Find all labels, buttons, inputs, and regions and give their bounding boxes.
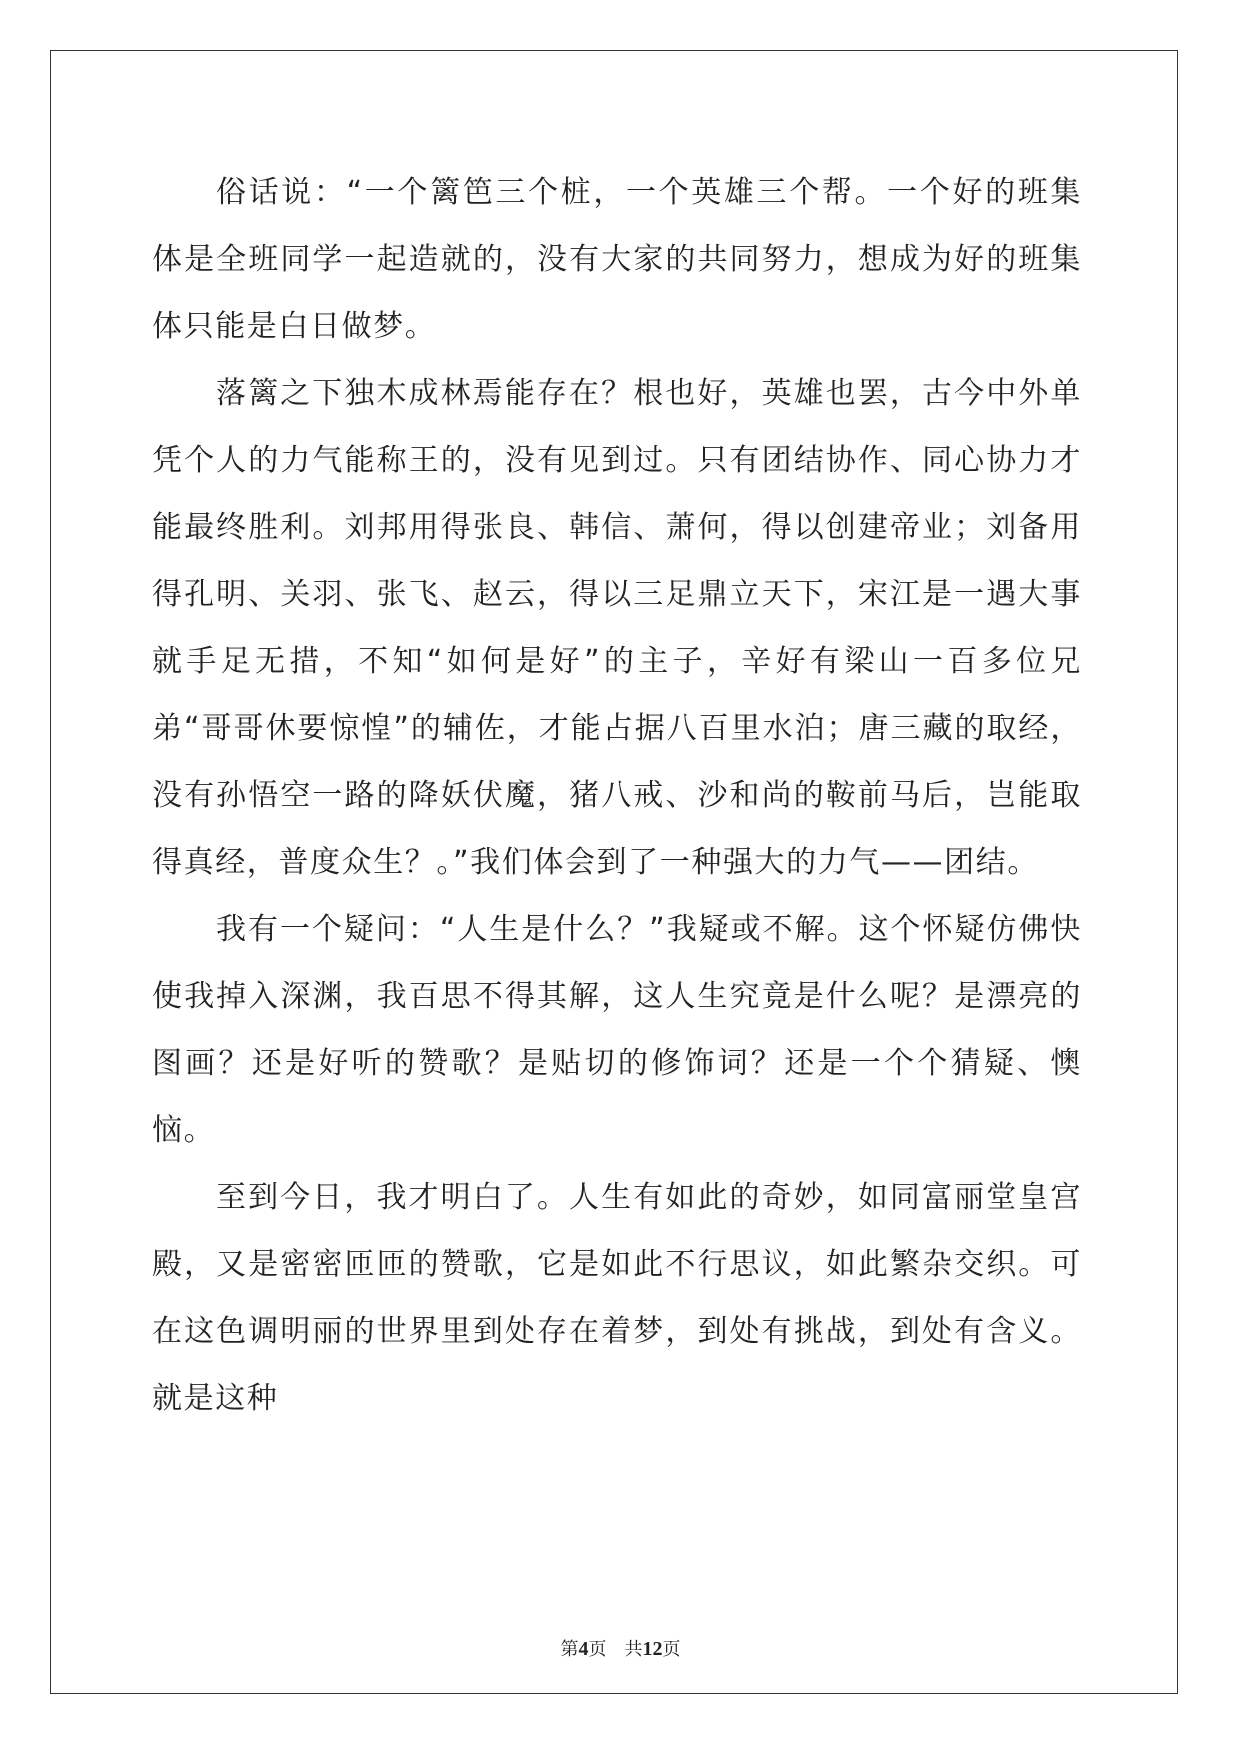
total-pages-number: 12 [642,1638,663,1660]
paragraph: 落篱之下独木成林焉能存在？根也好，英雄也罢，古今中外单凭个人的力气能称王的，没有见到过。只有团结协作、同心协力才能最终胜利。刘邦用得张良、韩信、萧何，得以创建帝业；刘备用得孔明、关羽、张飞、赵云，得以三足鼎立天下，宋江是一遇大事就手足无措，不知“如何是好”的主子，辛好有梁山一百多位兄弟“哥哥休要惊惶”的辅佐，才能占据八百里水泊；唐三藏的取经，没有孙悟空一路的降妖伏魔，猪八戒、沙和尚的鞍前马后，岂能取得真经，普度众生？。”我们体会到了一种强大的力气——团结。 [152,376,1082,880]
paragraph: 至到今日，我才明白了。人生有如此的奇妙，如同富丽堂皇宫殿，又是密密匝匝的赞歌，它是如此不行思议，如此繁杂交织。可在这色调明丽的世界里到处存在着梦，到处有挑战，到处有含义。就是这种 [152,1180,1082,1416]
current-page-number: 4 [578,1638,589,1660]
page-footer [0,1635,1241,1661]
document-body [152,159,1082,1432]
footer-page-unit: 页 [588,1639,607,1660]
footer-total-prefix: 共 [624,1639,643,1660]
paragraph: 俗话说：“一个篱笆三个桩，一个英雄三个帮。一个好的班集体是全班同学一起造就的，没有大家的共同努力，想成为好的班集体只能是白日做梦。 [152,175,1082,344]
footer-total-unit: 页 [662,1639,681,1660]
paragraph: 我有一个疑问：“人生是什么？”我疑或不解。这个怀疑仿佛快使我掉入深渊，我百思不得其解，这人生究竟是什么呢？是漂亮的图画？还是好听的赞歌？是贴切的修饰词？还是一个个猜疑、懊恼。 [152,912,1082,1148]
footer-prefix: 第 [560,1639,579,1660]
